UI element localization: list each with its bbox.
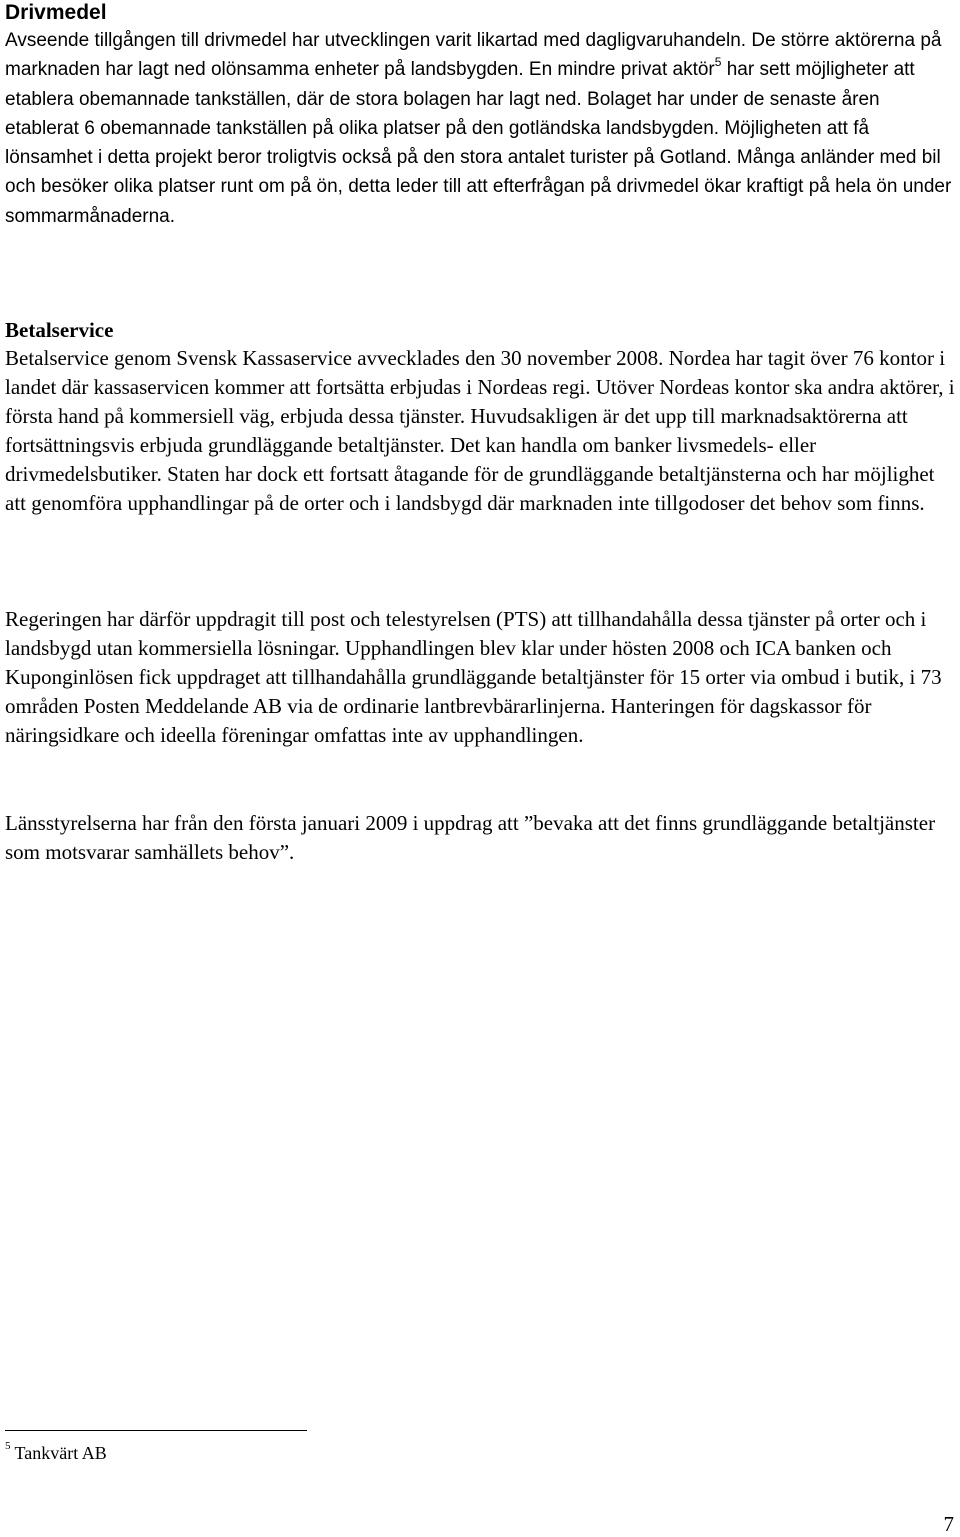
footnote — [5, 1441, 107, 1465]
paragraph-drivmedel-part1: Avseende tillgången till drivmedel har utvecklingen varit likartad med dagligvaruhandeln. De större aktörerna på marknaden har lagt ned olönsamma enheter på landsbygden. En mindre privat aktör — [5, 30, 942, 81]
paragraph-lansstyrelserna: Länsstyrelserna har från den första januari 2009 i uppdrag att ”bevaka att det finns grundläggande betaltjänster som motsvarar samhällets behov”. — [5, 811, 936, 865]
section-heading-betalservice: Betalservice — [5, 318, 114, 342]
footnote-text: Tankvärt AB — [14, 1443, 107, 1463]
paragraph-betalservice: Betalservice genom Svensk Kassaservice avvecklades den 30 november 2008. Nordea har tagit över 76 kontor i landet där kassaservicen kommer att fortsätta erbjudas i Nordeas regi. Utöver Nordeas kontor ska andra aktörer, i första hand på kommersiell väg, erbjuda dessa tjänster. Huvudsakligen är det upp till marknadsaktörerna att fortsättningsvis erbjuda grundläggande betaltjänster. Det kan handla om banker livsmedels- eller drivmedelsbutiker. Staten har dock ett fortsatt åtagande för de grundläggande betaltjänsterna och har möjlighet att genomföra upphandlingar på de orter och i landsbygd där marknaden inte tillgodoser det behov som finns. — [5, 346, 955, 516]
footnote-number: 5 — [5, 1440, 11, 1452]
footnote-reference[interactable]: 5 — [714, 54, 722, 69]
section-betalservice — [5, 316, 957, 519]
footnote-separator — [5, 1430, 307, 1431]
paragraph-regeringen: Regeringen har därför uppdragit till post och telestyrelsen (PTS) att tillhandahålla dessa tjänster på orter och i landsbygd utan kommersiella lösningar. Upphandlingen blev klar under hösten 2008 och ICA banken och Kuponginlösen fick uppdraget att tillhandahålla grundläggande betaltjänster för 15 orter via ombud i butik, i 73 områden Posten Meddelande AB via de ordinarie lantbrevbärarlinjerna. Hanteringen för dagskassor för näringsidkare och ideella föreningar omfattas inte av upphandlingen. — [5, 607, 942, 748]
section-drivmedel — [5, 0, 957, 231]
paragraph-drivmedel-part2: har sett möjligheter att etablera obemannade tankställen, där de stora bolagen har lagt ned. Bolaget har under de senaste åren etablerat 6 obemannade tankställen på olika platser på den gotländska landsbygden. Möjligheten att få lönsamhet i detta projekt beror troligtvis också på den stora antalet turister på Gotland. Många anländer med bil och besöker olika platser runt om på ön, detta leder till att efterfrågan på drivmedel ökar kraftigt på hela ön under sommarmånaderna. — [5, 59, 952, 227]
paragraph-drivmedel — [5, 26, 957, 231]
page-number: 7 — [943, 1512, 954, 1536]
section-heading-drivmedel: Drivmedel — [5, 1, 107, 24]
